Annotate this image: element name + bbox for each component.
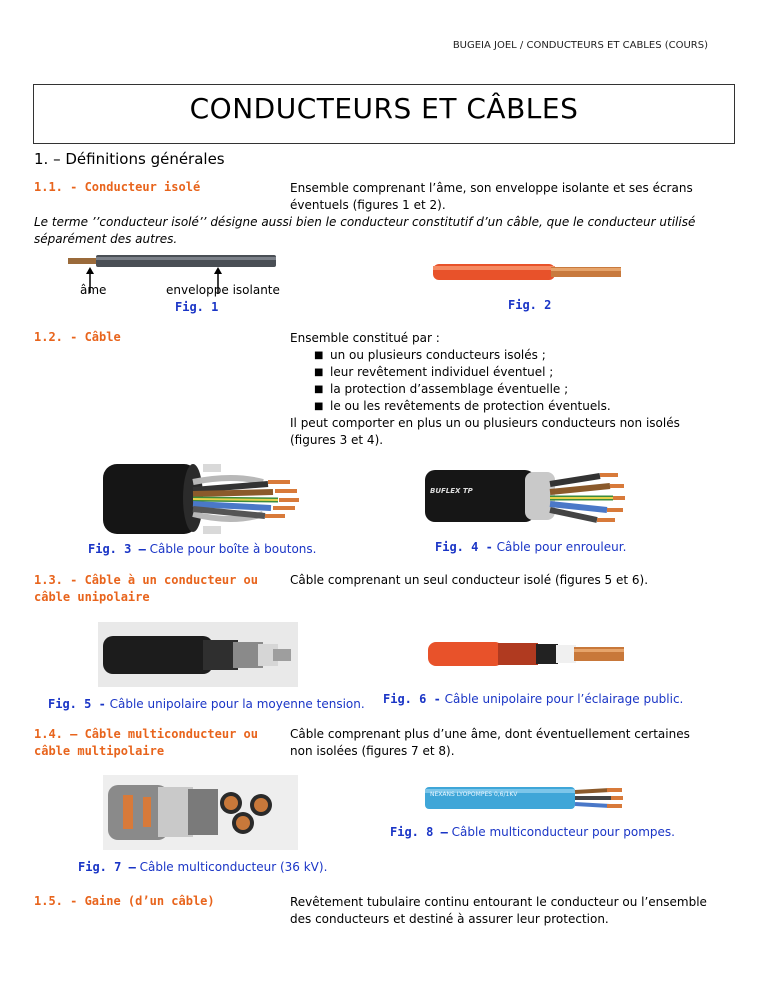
fig3-image — [93, 452, 303, 540]
fig8-caption-text: Câble multiconducteur pour pompes. — [447, 825, 675, 839]
fig1-caption-text: Fig. 1 — [175, 300, 219, 314]
cable-bullet: ■ leur revêtement individuel éventuel ; — [310, 364, 710, 381]
page-header: BUGEIA JOEL / CONDUCTEURS ET CABLES (COURS) — [452, 40, 708, 51]
fig6-caption-num: Fig. 6 - — [383, 692, 441, 706]
fig5-image — [98, 622, 298, 687]
fig2-image — [433, 262, 623, 282]
fig1-label-ame: âme — [80, 283, 107, 297]
fig3-caption — [88, 542, 316, 556]
term-gaine: 1.5. - Gaine (d’un câble) — [34, 894, 215, 908]
section-heading: 1. – Définitions générales — [34, 150, 225, 168]
fig8-image — [425, 783, 625, 813]
fig5-caption — [48, 697, 365, 711]
fig2-caption — [508, 298, 551, 312]
fig4-caption-text: Câble pour enrouleur. — [492, 540, 627, 554]
fig7-caption — [78, 860, 327, 874]
page-title: CONDUCTEURS ET CÂBLES — [189, 92, 579, 125]
fig4-image — [425, 460, 625, 530]
fig6-caption-text: Câble unipolaire pour l’éclairage public. — [440, 692, 684, 706]
fig3-caption-text: Câble pour boîte à boutons. — [145, 542, 317, 556]
def-gaine: Revêtement tubulaire continu entourant le conducteur ou l’ensemble des conducteurs et destiné à assurer leur protection. — [290, 895, 707, 926]
fig4-caption — [435, 540, 626, 554]
term-conducteur-isole: 1.1. - Conducteur isolé — [34, 180, 201, 194]
fig2-caption-text: Fig. 2 — [508, 298, 552, 312]
fig7-image — [103, 775, 298, 850]
def-conducteur-isole: Ensemble comprenant l’âme, son enveloppe isolante et ses écrans éventuels (figures 1 et 2). — [290, 181, 693, 212]
def-cable-outro: Il peut comporter en plus un ou plusieurs conducteurs non isolés (figures 3 et 4). — [290, 416, 680, 447]
fig5-caption-num: Fig. 5 - — [48, 697, 106, 711]
fig7-caption-num: Fig. 7 – — [78, 860, 136, 874]
fig6-caption — [383, 692, 683, 706]
def-cable-intro: Ensemble constitué par : — [290, 331, 440, 345]
fig5-caption-text: Câble unipolaire pour la moyenne tension. — [105, 697, 365, 711]
cable-bullet: ■ le ou les revêtements de protection éventuels. — [310, 398, 710, 415]
def-cable — [290, 330, 710, 449]
fig6-image — [428, 638, 628, 670]
def-cable-unipolaire: Câble comprenant un seul conducteur isolé (figures 5 et 6). — [290, 573, 649, 587]
def-cable-multipolaire: Câble comprenant plus d’une âme, dont éventuellement certaines non isolées (figures 7 et 8). — [290, 727, 690, 758]
fig8-caption — [390, 825, 675, 839]
fig1-caption — [175, 300, 218, 314]
fig3-caption-num: Fig. 3 – — [88, 542, 146, 556]
note-conducteur-isole: Le terme ’’conducteur isolé’’ désigne aussi bien le conducteur constitutif d’un câble, que le conducteur utilisé séparément des autres. — [34, 215, 696, 246]
term-cable: 1.2. - Câble — [34, 330, 121, 344]
term-cable-unipolaire: 1.3. - Câble à un conducteur ou câble unipolaire — [34, 573, 258, 604]
fig4-caption-num: Fig. 4 - — [435, 540, 493, 554]
fig8-brand: NEXANS LYOPOMPES 0,6/1KV — [430, 791, 518, 798]
fig1-label-enveloppe: enveloppe isolante — [166, 283, 280, 297]
fig8-caption-num: Fig. 8 – — [390, 825, 448, 839]
cable-bullet: ■ la protection d’assemblage éventuelle ; — [310, 381, 710, 398]
cable-bullet: ■ un ou plusieurs conducteurs isolés ; — [310, 347, 710, 364]
fig7-caption-text: Câble multiconducteur (36 kV). — [135, 860, 328, 874]
term-cable-multipolaire: 1.4. – Câble multiconducteur ou câble multipolaire — [34, 727, 258, 758]
fig4-brand: BUFLEX TP — [430, 487, 473, 495]
